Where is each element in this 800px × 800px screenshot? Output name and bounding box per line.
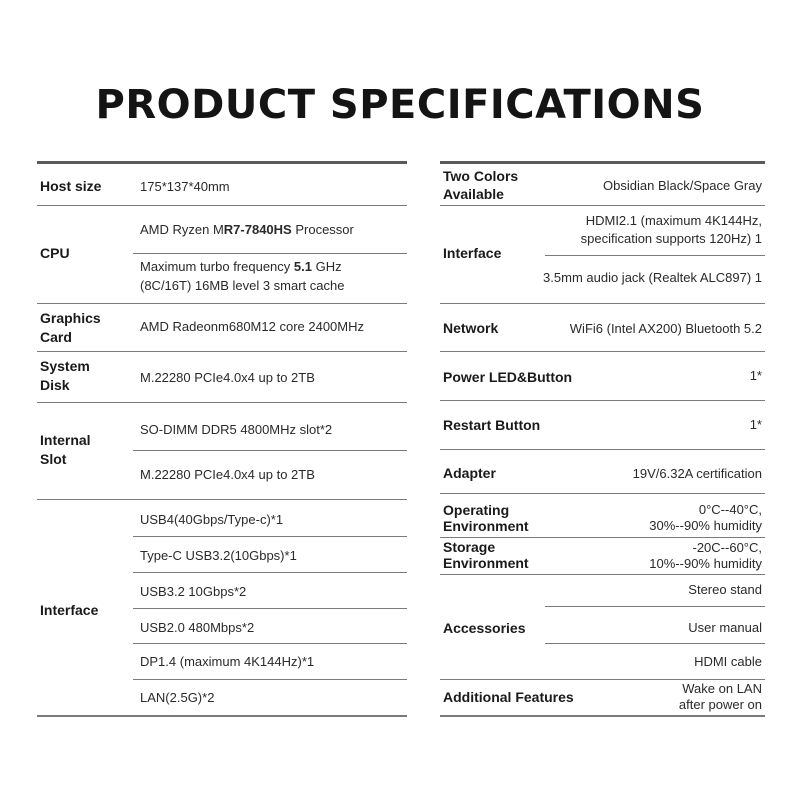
additional-features-label: Additional Features	[443, 689, 574, 705]
internal-slot-label-2: Slot	[40, 451, 67, 467]
row-divider	[37, 205, 407, 206]
interface-value-5: DP1.4 (maximum 4K144Hz)*1	[140, 654, 315, 669]
system-disk-label-1: System	[40, 358, 90, 374]
row-divider	[440, 537, 765, 538]
cpu-processor-value: AMD Ryzen MR7-7840HS Processor	[140, 222, 354, 237]
power-led-value: 1*	[749, 368, 762, 383]
host-size-value: 175*137*40mm	[140, 179, 230, 194]
hdmi-value-2: specification supports 120Hz) 1	[580, 231, 762, 246]
sub-divider	[133, 536, 407, 537]
interface-value-6: LAN(2.5G)*2	[140, 690, 215, 705]
operating-env-value-2: 30%--90% humidity	[649, 518, 762, 533]
adapter-label: Adapter	[443, 465, 496, 481]
row-divider	[37, 499, 407, 500]
internal-slot-value-1: SO-DIMM DDR5 4800MHz slot*2	[140, 422, 333, 437]
graphics-label-1: Graphics	[40, 310, 101, 326]
bottom-rule-right	[440, 715, 765, 717]
additional-features-value-2: after power on	[678, 697, 762, 712]
additional-features-value-1: Wake on LAN	[682, 681, 762, 696]
row-divider	[440, 351, 765, 352]
sub-divider	[545, 643, 765, 644]
graphics-value: AMD Radeonm680M12 core 2400MHz	[140, 319, 364, 334]
adapter-value: 19V/6.32A certification	[632, 466, 762, 481]
operating-env-label-2: Environment	[443, 518, 529, 534]
row-divider	[440, 205, 765, 206]
top-rule-right	[440, 161, 765, 164]
interface-value-1: USB4(40Gbps/Type-c)*1	[140, 512, 284, 527]
cpu-turbo-value: Maximum turbo frequency 5.1 GHz	[140, 259, 342, 274]
storage-env-label-1: Storage	[443, 539, 496, 555]
restart-button-value: 1*	[749, 417, 762, 432]
row-divider	[440, 449, 765, 450]
sub-divider	[133, 572, 407, 573]
internal-slot-value-2: M.22280 PCIe4.0x4 up to 2TB	[140, 467, 315, 482]
sub-divider	[133, 643, 407, 644]
colors-label-1: Two Colors	[443, 168, 519, 184]
host-size-label: Host size	[40, 178, 102, 194]
right-interface-label: Interface	[443, 245, 502, 261]
storage-env-label-2: Environment	[443, 555, 529, 571]
graphics-label-2: Card	[40, 329, 72, 345]
accessory-hdmi-cable: HDMI cable	[694, 654, 762, 669]
row-divider	[440, 574, 765, 575]
row-divider	[37, 303, 407, 304]
cpu-label: CPU	[40, 245, 70, 261]
system-disk-label-2: Disk	[40, 377, 70, 393]
row-divider	[440, 400, 765, 401]
sub-divider	[133, 679, 407, 680]
cpu-cache-value: (8C/16T) 16MB level 3 smart cache	[140, 278, 345, 293]
accessory-user-manual: User manual	[688, 620, 762, 635]
operating-env-value-1: 0°C--40°C,	[698, 502, 762, 517]
interface-value-3: USB3.2 10Gbps*2	[140, 584, 247, 599]
interface-value-2: Type-C USB3.2(10Gbps)*1	[140, 548, 297, 563]
page-title: PRODUCT SPECIFICATIONS	[95, 82, 705, 128]
audio-jack-value: 3.5mm audio jack (Realtek ALC897) 1	[543, 270, 762, 285]
sub-divider	[545, 606, 765, 607]
sub-divider	[133, 450, 407, 451]
bottom-rule-left	[37, 715, 407, 717]
sub-divider	[133, 253, 407, 254]
storage-env-value-1: -20C--60°C,	[692, 540, 762, 555]
network-value: WiFi6 (Intel AX200) Bluetooth 5.2	[569, 321, 762, 336]
sub-divider	[133, 608, 407, 609]
accessories-label: Accessories	[443, 620, 526, 636]
row-divider	[37, 351, 407, 352]
sub-divider	[545, 255, 765, 256]
interface-label: Interface	[40, 602, 99, 618]
storage-env-value-2: 10%--90% humidity	[649, 556, 762, 571]
operating-env-label-1: Operating	[443, 502, 510, 518]
restart-button-label: Restart Button	[443, 417, 541, 433]
internal-slot-label-1: Internal	[40, 432, 91, 448]
interface-value-4: USB2.0 480Mbps*2	[140, 620, 255, 635]
power-led-label: Power LED&Button	[443, 369, 573, 385]
row-divider	[440, 493, 765, 494]
colors-label-2: Available	[443, 186, 504, 202]
row-divider	[37, 402, 407, 403]
colors-value: Obsidian Black/Space Gray	[603, 178, 762, 193]
accessory-stereo-stand: Stereo stand	[688, 582, 762, 597]
top-rule-left	[37, 161, 407, 164]
row-divider	[440, 303, 765, 304]
network-label: Network	[443, 320, 499, 336]
hdmi-value-1: HDMI2.1 (maximum 4K144Hz,	[585, 213, 762, 228]
system-disk-value: M.22280 PCIe4.0x4 up to 2TB	[140, 370, 315, 385]
